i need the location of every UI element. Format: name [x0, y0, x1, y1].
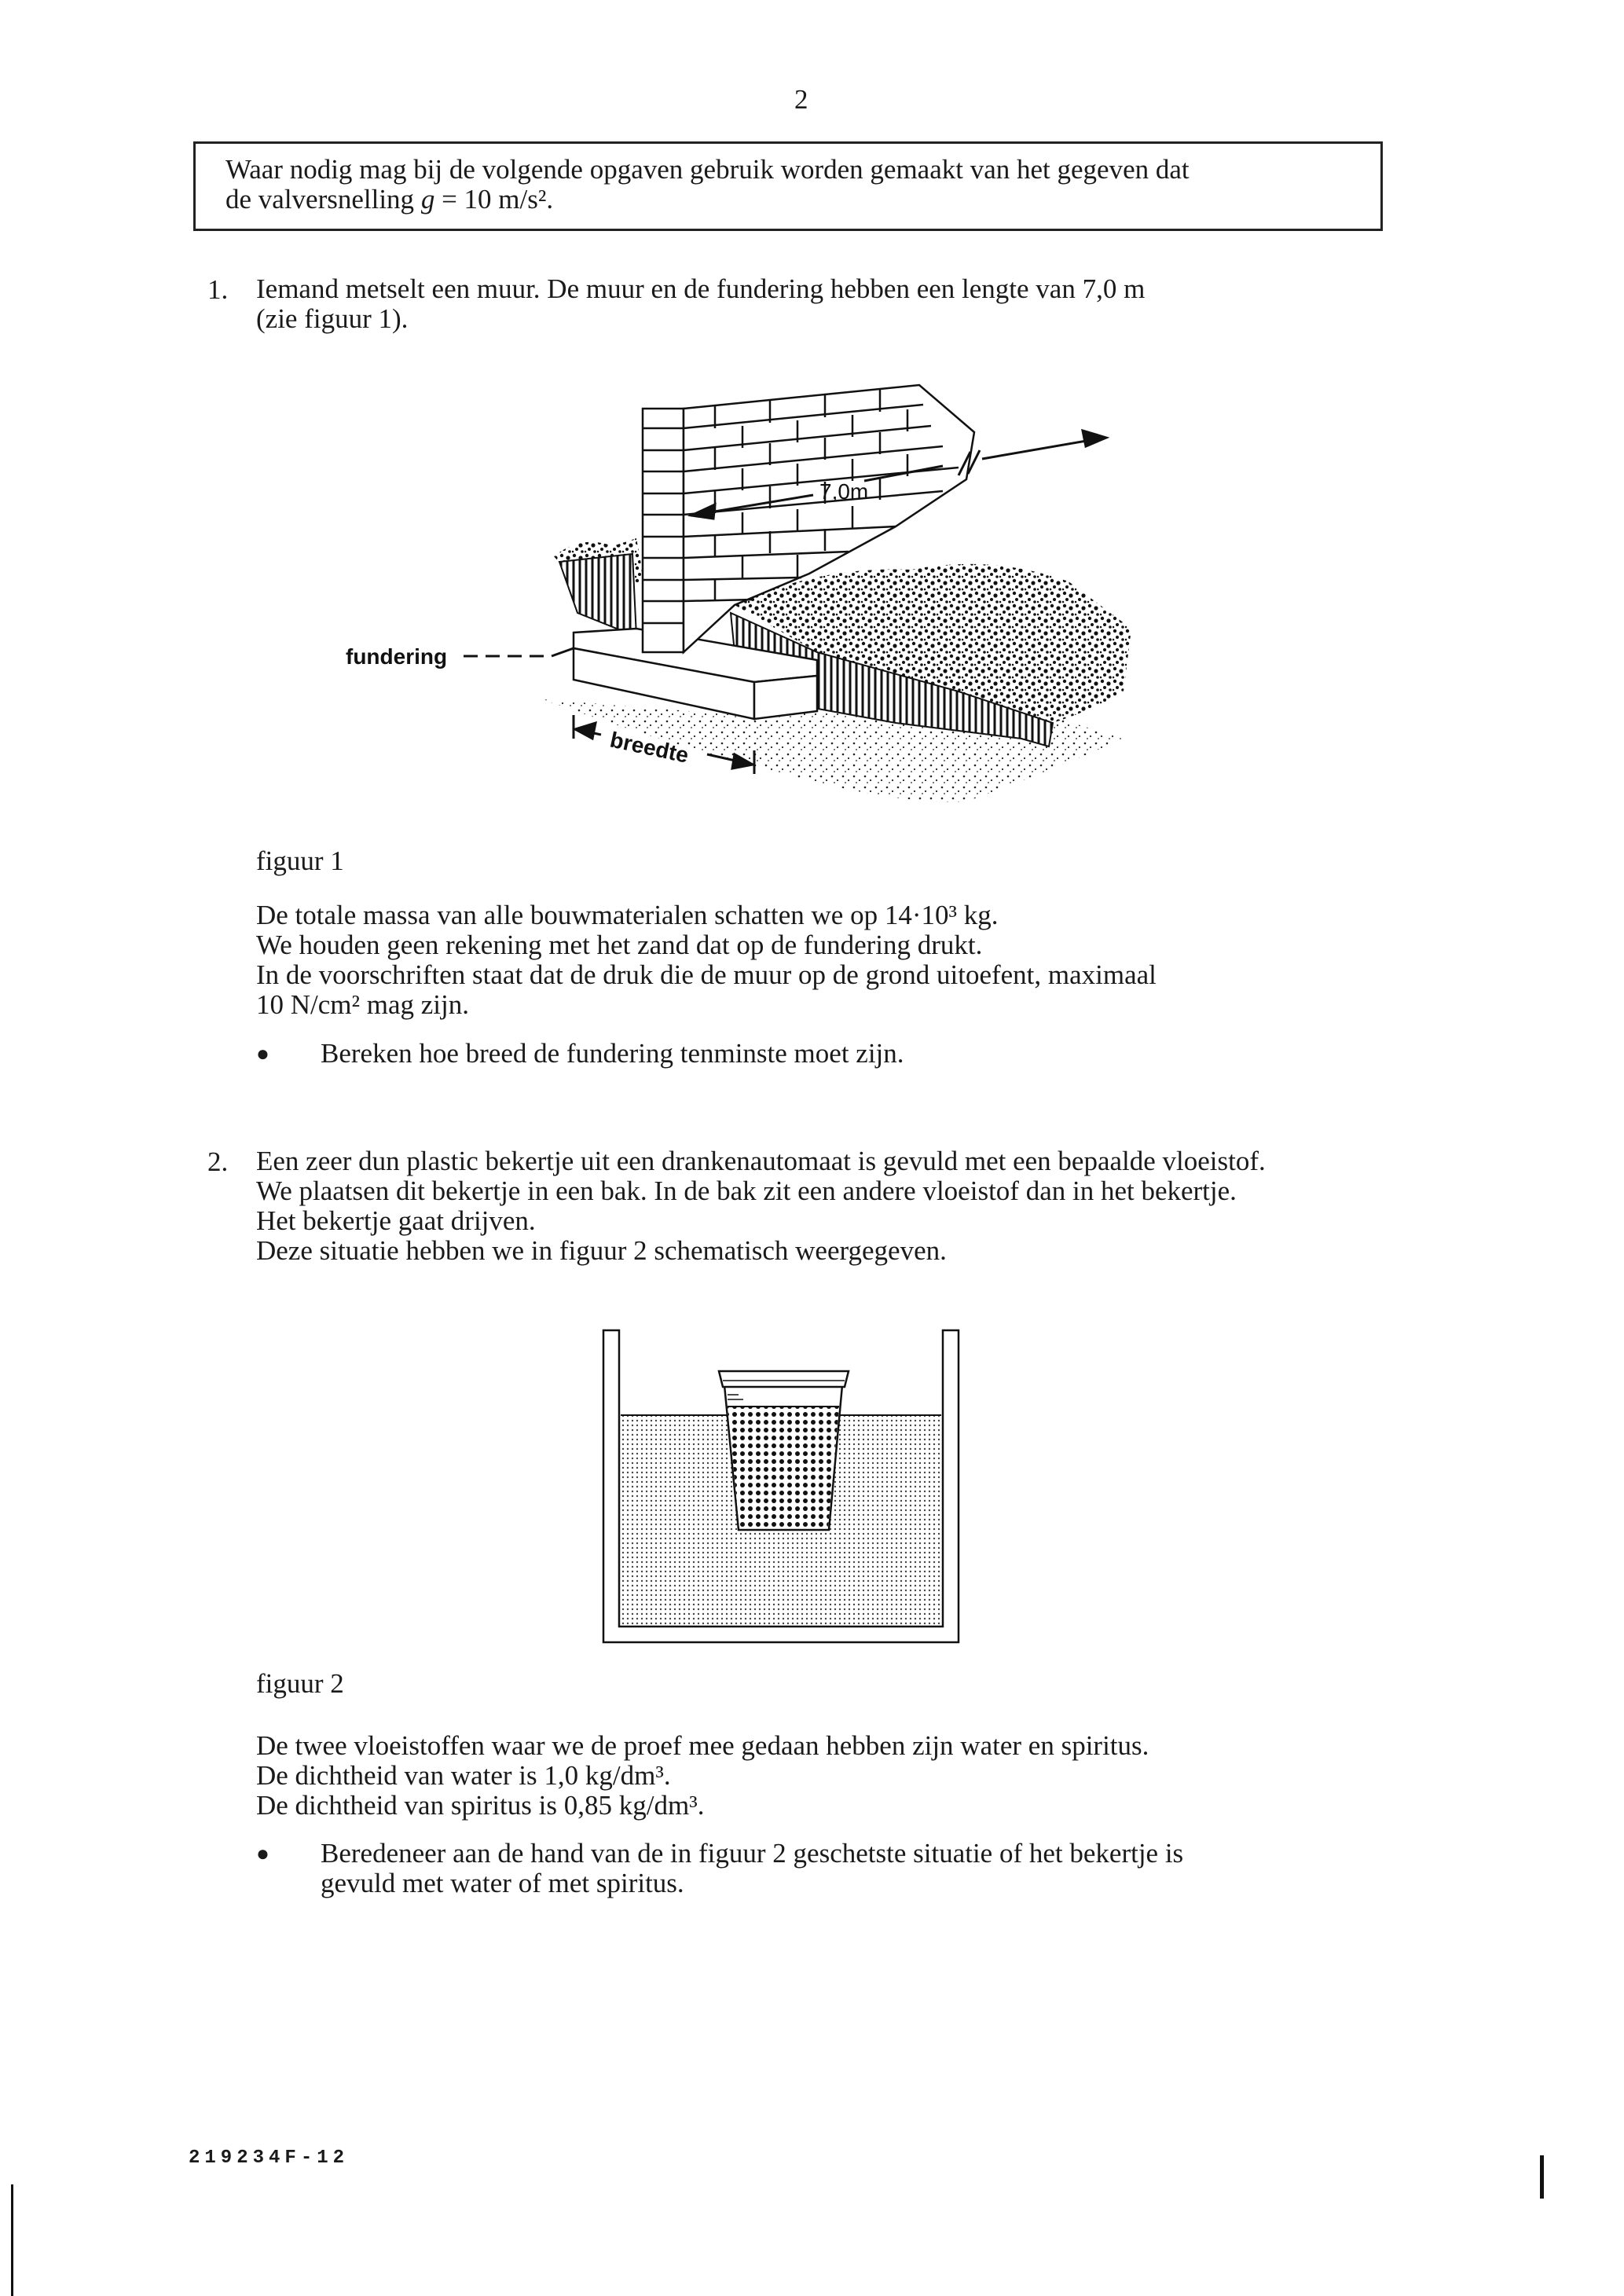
q1-task: Bereken hoe breed de fundering tenminste moet zijn.: [321, 1038, 904, 1069]
q2-intro-line-1: Een zeer dun plastic bekertje uit een drankenautomaat is gevuld met een bepaalde vloeistof.: [256, 1146, 1266, 1176]
q2-intro-line-4: Deze situatie hebben we in figuur 2 schematisch weergegeven.: [256, 1235, 947, 1266]
q2-intro-line-2: We plaatsen dit bekertje in een bak. In de bak zit een andere vloeistof dan in het bekertje.: [256, 1176, 1237, 1206]
foundation-label: fundering: [346, 644, 448, 669]
q2-body-line-3: De dichtheid van spiritus is 0,85 kg/dm³.: [256, 1790, 705, 1821]
q1-intro-line-1: Iemand metselt een muur. De muur en de fundering hebben een lengte van 7,0 m: [256, 273, 1146, 304]
footer-code: 219234F-12: [189, 2147, 350, 2169]
q2-body-line-2: De dichtheid van water is 1,0 kg/dm³.: [256, 1760, 671, 1791]
q1-body-line-3: In de voorschriften staat dat de druk die de muur op de grond uitoefent, maximaal: [256, 959, 1157, 990]
figure-1-wall-diagram: [346, 377, 1179, 817]
q2-task-line-2: gevuld met water of met spiritus.: [321, 1868, 684, 1898]
cut-face-left: [559, 554, 636, 636]
foundation-pointer: [464, 648, 574, 656]
notice-line-2: [225, 185, 553, 215]
question-1-number: 1.: [207, 274, 229, 305]
scan-edge-mark-left: [11, 2184, 13, 2296]
width-label: breedte: [607, 727, 691, 768]
length-label: 7,0m: [819, 479, 869, 504]
foundation-side: [754, 676, 817, 719]
q2-intro-line-3: Het bekertje gaat drijven.: [256, 1205, 536, 1236]
q1-body-line-2: We houden geen rekening met het zand dat op de fundering drukt.: [256, 930, 983, 960]
notice-var-g: g: [420, 184, 435, 215]
notice-line-2-suffix: = 10 m/s².: [434, 184, 554, 215]
scan-edge-mark-right: [1540, 2155, 1544, 2199]
figure-2-caption: figuur 2: [256, 1668, 344, 1699]
notice-box: [193, 141, 1383, 231]
q1-intro-line-2: (zie figuur 1).: [256, 303, 409, 334]
q2-task-line-1: Beredeneer aan de hand van de in figuur 2 geschetste situatie of het bekertje is: [321, 1838, 1184, 1869]
q1-body-line-1: De totale massa van alle bouwmaterialen schatten we op 14·10³ kg.: [256, 900, 999, 930]
notice-line-1: Waar nodig mag bij de volgende opgaven gebruik worden gemaakt van het gegeven dat: [225, 154, 1190, 185]
cup-liquid: [728, 1407, 839, 1527]
notice-line-2-prefix: de valversnelling: [225, 184, 421, 215]
figure-1-caption: figuur 1: [256, 845, 344, 876]
cup-rim: [719, 1371, 849, 1387]
q1-body-line-4: 10 N/cm² mag zijn.: [256, 989, 469, 1020]
q2-task-bullet: ●: [256, 1842, 269, 1866]
page-number: 2: [794, 84, 808, 115]
q2-body-line-1: De twee vloeistoffen waar we de proef mee gedaan hebben zijn water en spiritus.: [256, 1730, 1149, 1761]
q1-task-bullet: ●: [256, 1042, 269, 1066]
question-2-number: 2.: [207, 1146, 229, 1177]
figure-2-tank-diagram: [597, 1324, 966, 1650]
wall-front: [643, 409, 684, 652]
